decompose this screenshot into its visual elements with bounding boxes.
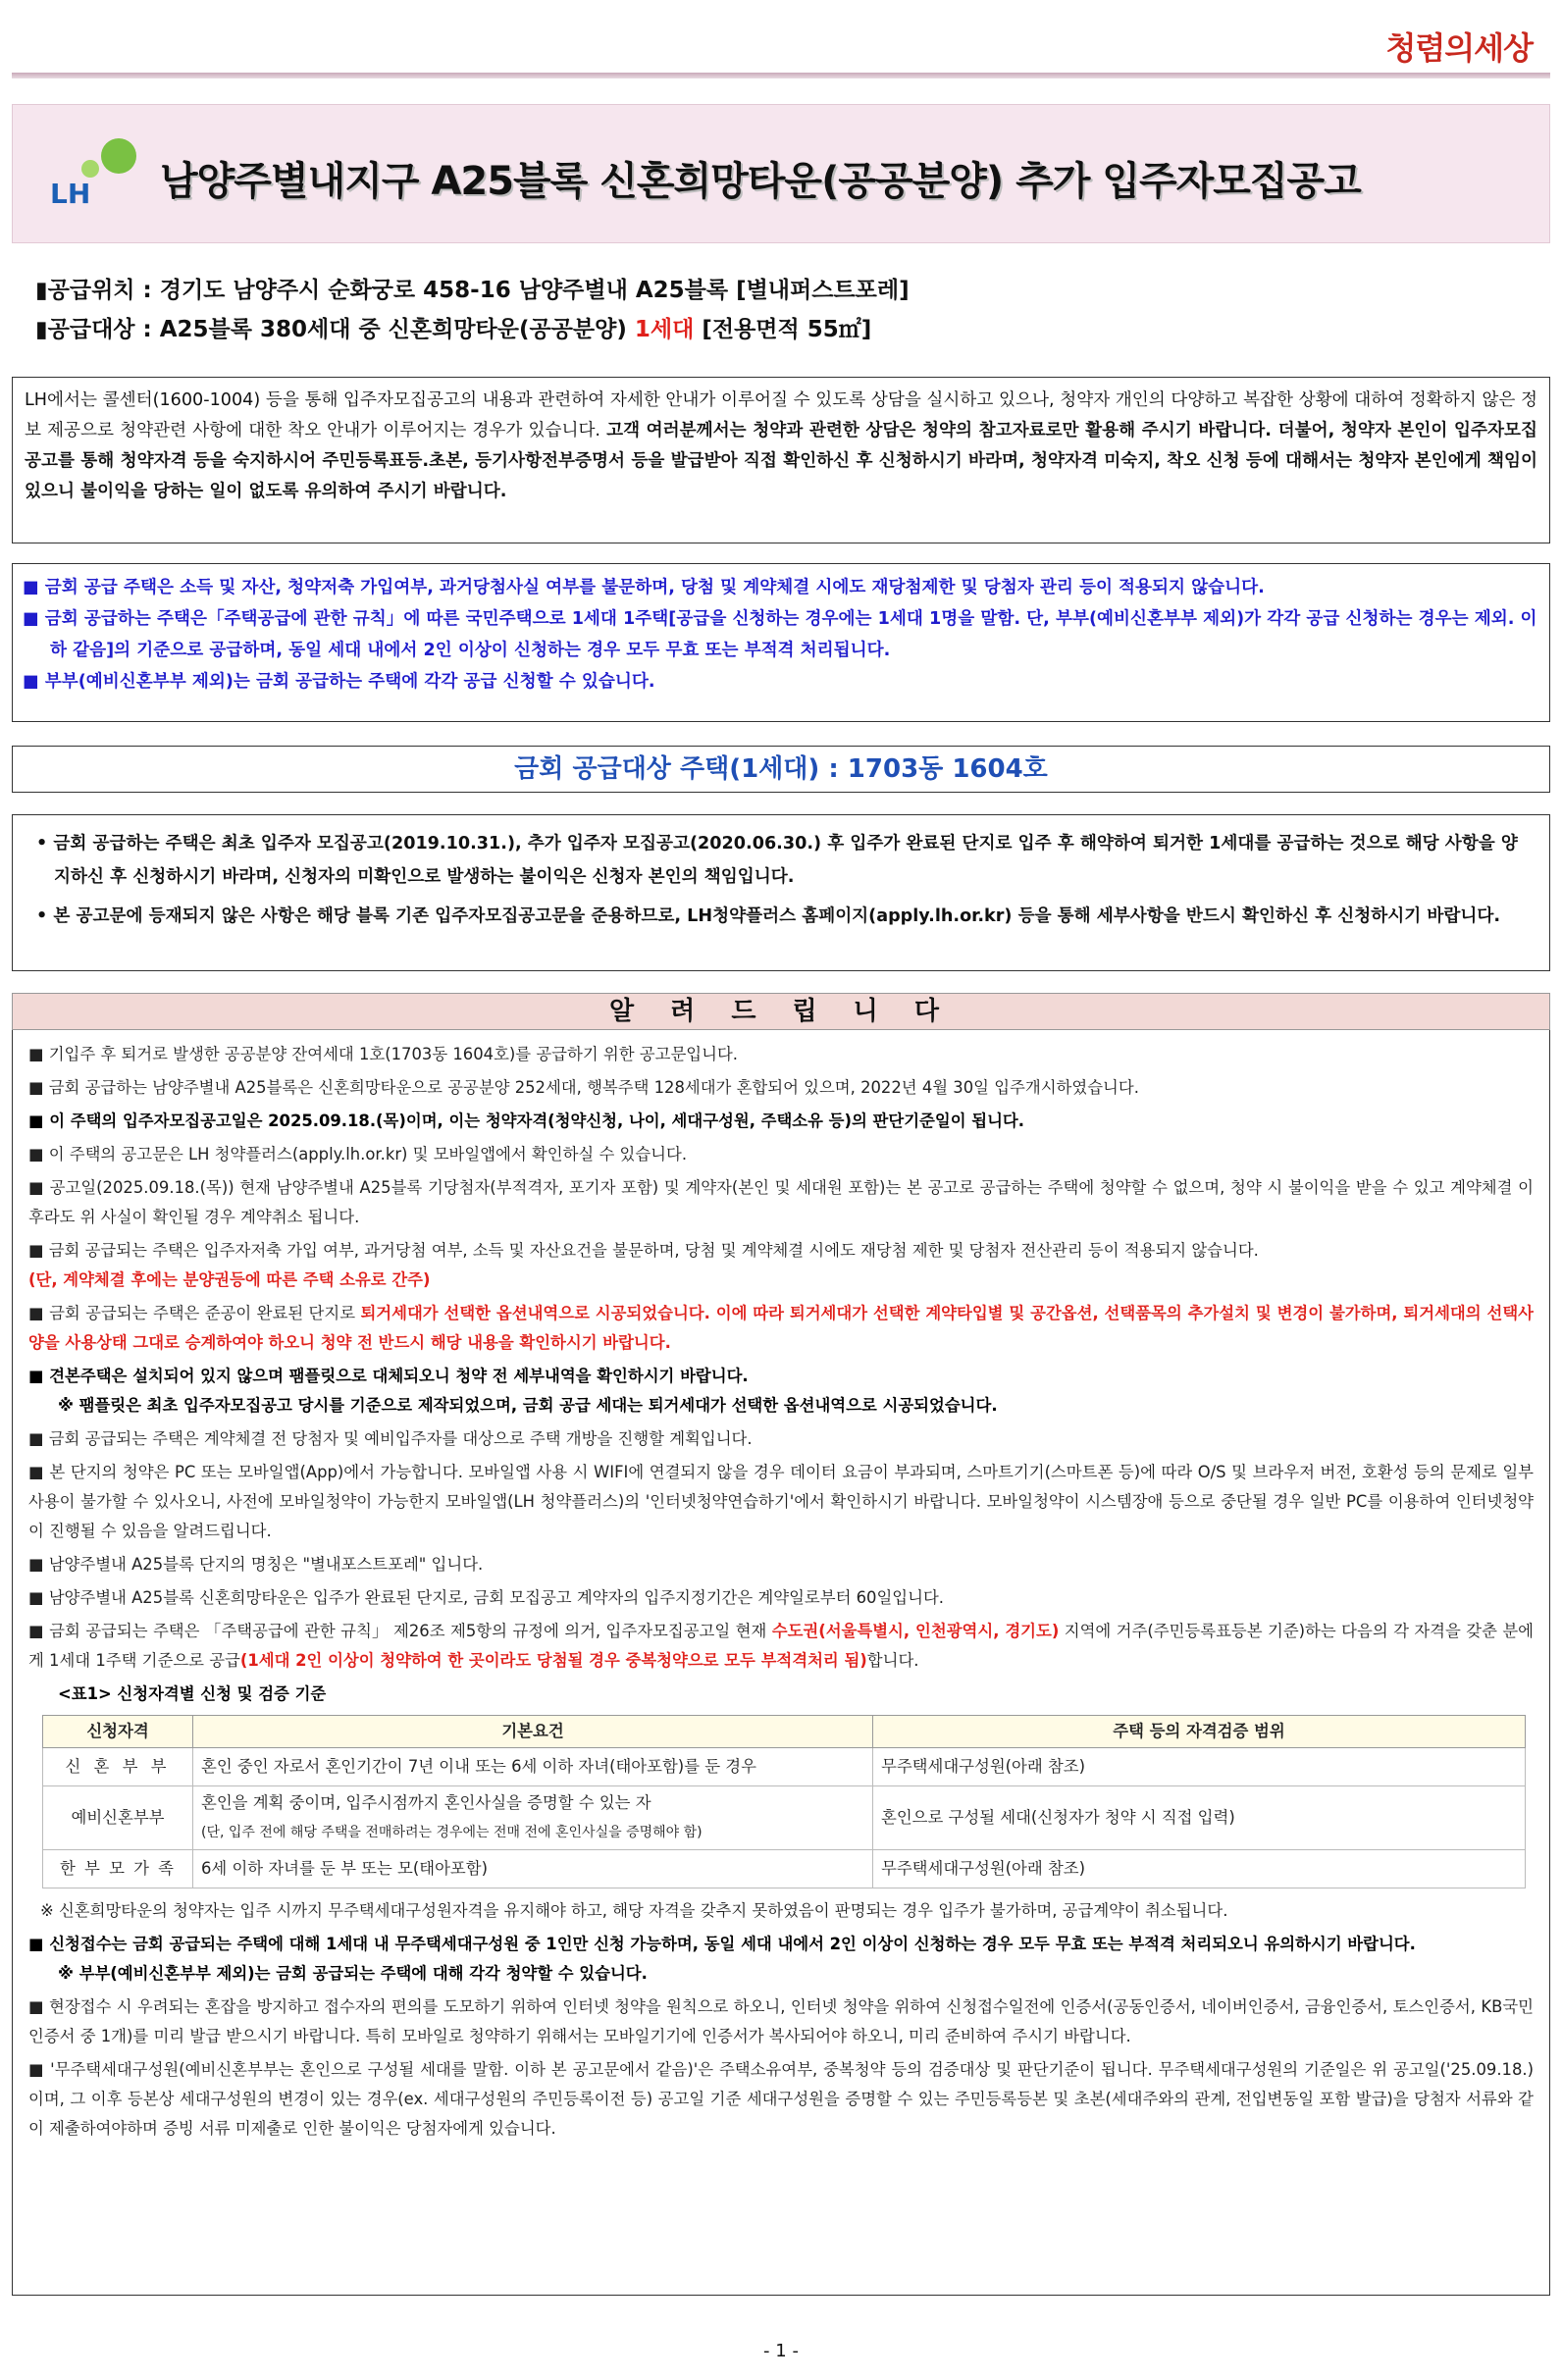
alert-sub-note: ※ 부부(예비신혼부부 제외)는 금회 공급되는 주택에 대해 각각 청약할 수 있습니다. — [58, 1964, 648, 1983]
eligibility-table — [42, 1715, 1526, 1888]
blue-note: ■ 금회 공급 주택은 소득 및 자산, 청약저축 가입여부, 과거당첨사실 여부를 불문하며, 당첨 및 계약체결 시에도 재당첨제한 및 당첨자 관리 등이 적용되지 않습니다. — [23, 578, 1265, 597]
table-cell: 혼인 중인 자로서 혼인기간이 7년 이내 또는 6세 이하 자녀(태아포함)를 둔 경우 — [193, 1748, 873, 1786]
alert-item — [28, 1617, 1534, 1676]
table-header-row — [43, 1716, 1526, 1748]
title-banner — [12, 104, 1550, 243]
alert-item-bold: ■ 견본주택은 설치되어 있지 않으며 팸플릿으로 대체되오니 청약 전 세부내역을 확인하시기 바랍니다. — [28, 1367, 749, 1385]
alert-text: ■ 금회 공급되는 주택은 준공이 완료된 단지로 — [28, 1304, 361, 1322]
table-cell — [193, 1786, 873, 1850]
alert-heading: 알 려 드 립 니 다 — [12, 993, 1550, 1030]
alert-item-bold: ■ 신청접수는 금회 공급되는 주택에 대해 1세대 내 무주택세대구성원 중 1인만 신청 가능하며, 동일 세대 내에서 2인 이상이 신청하는 경우 모두 무효 또는 부적격 처리되오니 유의하시기 바랍니다. — [28, 1935, 1416, 1953]
table-cell: 혼인으로 구성될 세대(신청자가 청약 시 직접 입력) — [873, 1786, 1526, 1850]
table-caption-text: <표1> 신청자격별 신청 및 검증 기준 — [58, 1684, 327, 1703]
alert-item: ■ '무주택세대구성원(예비신혼부부는 혼인으로 구성될 세대를 말함. 이하 본 공고문에서 같음)'은 주택소유여부, 중복청약 등의 검증대상 및 판단기준이 됩니다. 무주택세대구성원의 기준일은 위 공고일('25.09.18.)이며, 그 이후 등본상 세대구성원의 변경이 있는 경우(ex. 세대구성원의 주민등록이전 등) 공고일 기준 세대구성원을 증명할 수 있는 주민등록등본 및 초본(세대주와의 관계, 전입변동일 포함 발급)을 당첨자 서류와 같이 제출하여야하며 증빙 서류 미제출로 인한 불이익은 당첨자에게 있습니다. — [28, 2060, 1534, 2138]
notice-bold: 고객 여러분께서는 청약과 관련한 상담은 청약의 참고자료로만 활용해 주시기 바랍니다. 더불어, 청약자 본인이 입주자모집공고를 통해 청약자격 등을 숙지하시어 주민등록표등.초본, 등기사항전부증명서 등을 발급받아 직접 확인하신 후 신청하시기 바라며, 청약자격 미숙지, 착오 신청 등에 대해서는 청약자 본인에게 책임이 있으니 불이익을 당하는 일이 없도록 유의하여 주시기 바랍니다. — [25, 421, 1537, 501]
alert-red: 수도권(서울특별시, 인천광역시, 경기도) — [771, 1622, 1060, 1640]
blue-note: ■ 금회 공급하는 주택은「주택공급에 관한 규칙」에 따른 국민주택으로 1세대 1주택[공급을 신청하는 경우에는 1세대 1명을 말함. 단, 부부(예비신혼부부 제외)가 각각 공급 신청하는 경우는 제외. 이하 같음]의 기준으로 공급하며, 동일 세대 내에서 2인 이상이 신청하는 경우 모두 무효 또는 부적격 처리됩니다. — [23, 609, 1537, 660]
bullet-notices — [12, 814, 1550, 971]
alert-item: ■ 공고일(2025.09.18.(목)) 현재 남양주별내 A25블록 기당첨자(부적격자, 포기자 포함) 및 계약자(본인 및 세대원 포함)는 본 공고로 공급하는 주택에 청약할 수 없으며, 청약 시 불이익을 받을 수 있고 계약체결 이후라도 위 사실이 확인될 경우 계약취소 됩니다. — [28, 1178, 1534, 1226]
supply-target-prefix: ▮공급대상 : A25블록 380세대 중 신혼희망타운(공공분양) — [35, 317, 635, 342]
alert-item — [28, 1362, 1534, 1421]
alert-text: 지역에 거주(주민등록표등본 기준)하는 다음의 각 자격을 갖춘 분에게 1세대 1주택 기준으로 공급 — [28, 1622, 1534, 1670]
alert-item: ■ 금회 공급되는 주택은 계약체결 전 당첨자 및 예비입주자를 대상으로 주택 개방을 진행할 계획입니다. — [28, 1429, 753, 1448]
table-header: 신청자격 — [43, 1716, 193, 1748]
alert-text: 합니다. — [866, 1651, 919, 1670]
supply-target-count: 1세대 — [634, 317, 695, 342]
bullet-item: • 금회 공급하는 주택은 최초 입주자 모집공고(2019.10.31.), 추가 입주자 모집공고(2020.06.30.) 후 입주가 완료된 단지로 입주 후 해약하여 퇴거한 1세대를 공급하는 것으로 해당 사항을 양지하신 후 신청하시기 바라며, 신청자의 미확인으로 발생하는 불이익은 신청자 본인의 책임입니다. — [36, 834, 1518, 887]
lh-logo-text: LH — [50, 178, 91, 210]
brand-logo-text: 청렴의세상 — [1385, 29, 1533, 67]
top-brand-logo — [1385, 24, 1533, 69]
table-cell: 무주택세대구성원(아래 참조) — [873, 1850, 1526, 1888]
alert-body — [12, 1030, 1550, 2296]
alert-item: ■ 남양주별내 A25블록 신혼희망타운은 입주가 완료된 단지로, 금회 모집공고 계약자의 입주지정기간은 계약일로부터 60일입니다. — [28, 1588, 945, 1607]
alert-item: ■ 금회 공급하는 남양주별내 A25블록은 신혼희망타운으로 공공분양 252세대, 행복주택 128세대가 혼합되어 있으며, 2022년 4월 30일 입주개시하였습니다. — [28, 1078, 1139, 1097]
lh-logo-icon — [46, 138, 144, 217]
table-cell-sub: (단, 입주 전에 해당 주택을 전매하려는 경우에는 전매 전에 혼인사실을 증명해야 함) — [201, 1825, 703, 1840]
table-row — [43, 1786, 1526, 1850]
blue-notice-box — [12, 563, 1550, 722]
alert-red: (1세대 2인 이상이 청약하여 한 곳이라도 당첨될 경우 중복청약으로 모두 부적격처리 됨) — [239, 1651, 867, 1670]
page-number: - 1 - — [763, 2341, 799, 2361]
supply-target — [35, 310, 910, 349]
page-title: 남양주별내지구 A25블록 신혼희망타운(공공분양) 추가 입주자모집공고 — [160, 159, 1361, 204]
blue-note: ■ 부부(예비신혼부부 제외)는 금회 공급하는 주택에 각각 공급 신청할 수 있습니다. — [23, 672, 655, 692]
supply-target-suffix: [전용면적 55㎡] — [694, 317, 872, 342]
alert-item: ■ 남양주별내 A25블록 단지의 명칭은 "별내포스트포레" 입니다. — [28, 1555, 484, 1574]
bullet-item: • 본 공고문에 등재되지 않은 사항은 해당 블록 기존 입주자모집공고문을 준용하므로, LH청약플러스 홈페이지(apply.lh.or.kr) 등을 통해 세부사항을 반드시 확인하신 후 신청하시기 바랍니다. — [36, 906, 1501, 926]
alert-red: (단, 계약체결 후에는 분양권등에 따른 주택 소유로 간주) — [28, 1270, 431, 1289]
alert-item — [28, 1236, 1534, 1295]
notice-normal: LH에서는 콜센터(1600-1004) 등을 통해 입주자모집공고의 내용과 관련하여 자세한 안내가 이루어질 수 있도록 상담을 실시하고 있으나, 청약자 개인의 다양하고 복잡한 상황에 대하여 정확하지 않은 정보 제공으로 청약관련 사항에 대한 착오 안내가 이루어지는 경우가 있습니다. — [25, 390, 1537, 440]
table-cell-main: 혼인을 계획 중이며, 입주시점까지 혼인사실을 증명할 수 있는 자 — [201, 1793, 651, 1812]
supply-location: ▮공급위치 : 경기도 남양주시 순화궁로 458-16 남양주별내 A25블록 [별내퍼스트포레] — [35, 278, 910, 303]
alert-item: ■ 현장접수 시 우려되는 혼잡을 방지하고 접수자의 편의를 도모하기 위하여 인터넷 청약을 원칙으로 하오니, 인터넷 청약을 위하여 신청접수일전에 인증서(공동인증서, 네이버인증서, 금융인증서, 토스인증서, KB국민인증서 중 1개)를 미리 발급 받으시기 바랍니다. 특히 모바일로 청약하기 위해서는 모바일기기에 인증서가 복사되어야 하오니, 미리 준비하여 주시기 바랍니다. — [28, 1997, 1534, 2045]
table-header: 기본요건 — [193, 1716, 873, 1748]
top-divider — [12, 73, 1550, 78]
table-cell: 신 혼 부 부 — [43, 1748, 193, 1786]
table-cell: 무주택세대구성원(아래 참조) — [873, 1748, 1526, 1786]
table-cell: 예비신혼부부 — [43, 1786, 193, 1850]
alert-text: ■ 금회 공급되는 주택은 입주자저축 가입 여부, 과거당첨 여부, 소득 및 자산요건을 불문하며, 당첨 및 계약체결 시에도 재당첨 제한 및 당첨자 전산관리 등이 적용되지 않습니다. — [28, 1241, 1259, 1260]
alert-item-bold: ■ 이 주택의 입주자모집공고일은 2025.09.18.(목)이며, 이는 청약자격(청약신청, 나이, 세대구성원, 주택소유 등)의 판단기준일이 됩니다. — [28, 1112, 1024, 1130]
table-row — [43, 1850, 1526, 1888]
table-cell: 한 부 모 가 족 — [43, 1850, 193, 1888]
alert-item — [28, 1107, 1534, 1136]
table-header: 주택 등의 자격검증 범위 — [873, 1716, 1526, 1748]
alert-item: ■ 본 단지의 청약은 PC 또는 모바일앱(App)에서 가능합니다. 모바일앱 사용 시 WIFI에 연결되지 않을 경우 데이터 요금이 부과되며, 스마트기기(스마트폰 등)에 따라 O/S 및 브라우저 버전, 호환성 등의 문제로 일부 사용이 불가할 수 있사오니, 사전에 모바일청약이 가능한지 모바일앱(LH 청약플러스)의 '인터넷청약연습하기'에서 확인하시기 바랍니다. 모바일청약이 시스템장애 등으로 중단될 경우 일반 PC를 이용하여 인터넷청약이 진행될 수 있음을 알려드립니다. — [28, 1463, 1534, 1540]
alert-item: ■ 이 주택의 공고문은 LH 청약플러스(apply.lh.or.kr) 및 모바일앱에서 확인하실 수 있습니다. — [28, 1145, 688, 1164]
alert-sub-note: ※ 팸플릿은 최초 입주자모집공고 당시를 기준으로 제작되었으며, 금회 공급 세대는 퇴거세대가 선택한 옵션내역으로 시공되었습니다. — [58, 1396, 998, 1415]
alert-text: ■ 금회 공급되는 주택은 「주택공급에 관한 규칙」 제26조 제5항의 규정에 의거, 입주자모집공고일 현재 — [28, 1622, 772, 1640]
supply-info — [35, 271, 910, 349]
alert-item — [28, 1299, 1534, 1358]
consult-notice — [12, 377, 1550, 543]
supply-target-heading: 금회 공급대상 주택(1세대) : 1703동 1604호 — [12, 746, 1550, 793]
alert-red: 퇴거세대가 선택한 옵션내역으로 시공되었습니다. 이에 따라 퇴거세대가 선택한 계약타입별 및 공간옵션, 선택품목의 추가설치 및 변경이 불가하며, 퇴거세대의 선택사양을 사용상태 그대로 승계하여야 하오니 청약 전 반드시 해당 내용을 확인하시기 바랍니다. — [28, 1304, 1534, 1352]
table-cell: 6세 이하 자녀를 둔 부 또는 모(태아포함) — [193, 1850, 873, 1888]
alert-item — [28, 1930, 1534, 1989]
table-row — [43, 1748, 1526, 1786]
alert-item: ■ 기입주 후 퇴거로 발생한 공공분양 잔여세대 1호(1703동 1604호)를 공급하기 위한 공고문입니다. — [28, 1045, 738, 1063]
table-caption — [28, 1680, 1534, 1709]
table-note: ※ 신혼희망타운의 청약자는 입주 시까지 무주택세대구성원자격을 유지해야 하고, 해당 자격을 갖추지 못하였음이 판명되는 경우 입주가 불가하며, 공급계약이 취소됩니다. — [40, 1901, 1228, 1920]
